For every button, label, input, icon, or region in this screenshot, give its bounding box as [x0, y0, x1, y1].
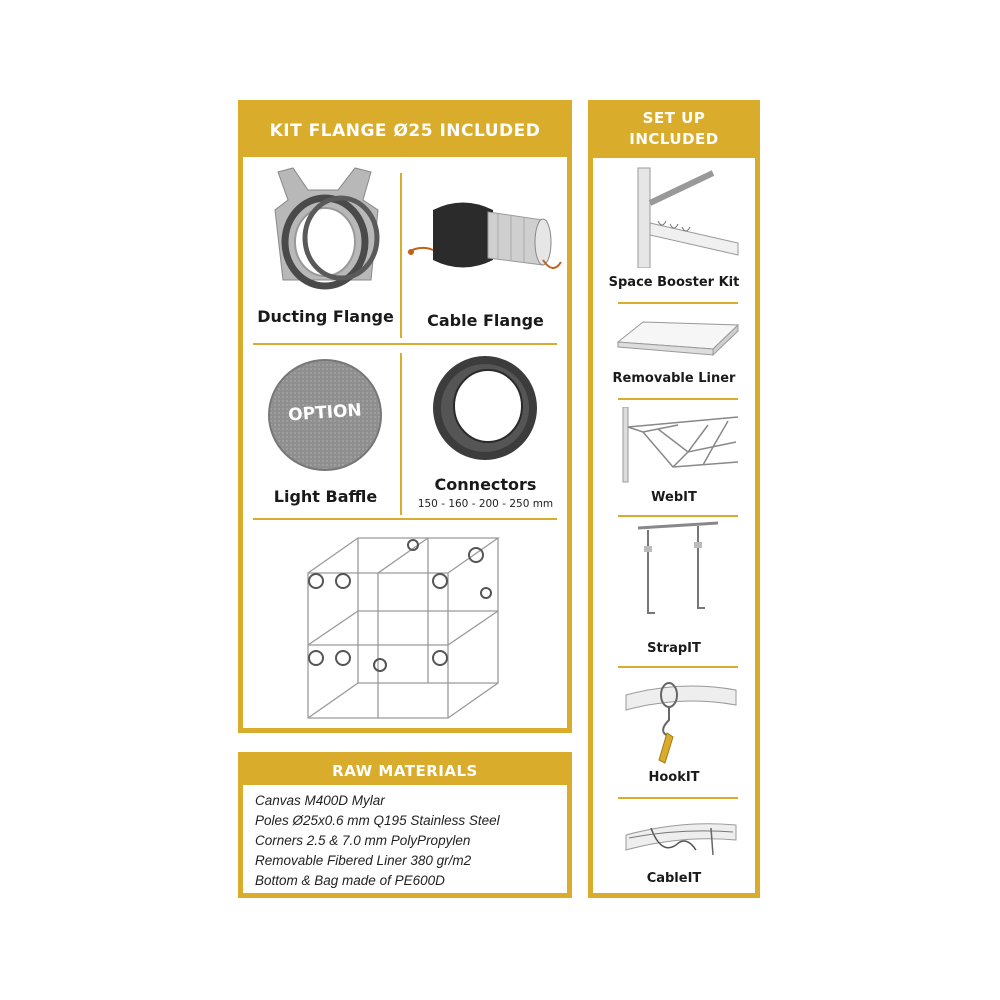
- material-line: Bottom & Bag made of PE600D: [255, 873, 445, 888]
- liner-tray-icon: [613, 317, 743, 362]
- setup-divider-1: [618, 302, 738, 304]
- cable-flange-label: Cable Flange: [427, 311, 544, 330]
- webit-label: WebIT: [651, 490, 697, 505]
- pole-joint-icon: [618, 163, 748, 268]
- setup-divider-2: [618, 398, 738, 400]
- kit-divider-horizontal-1: [253, 343, 557, 345]
- setup-title-line2: INCLUDED: [629, 130, 719, 148]
- material-line: Poles Ø25x0.6 mm Q195 Stainless Steel: [255, 813, 500, 828]
- kit-flange-panel: [238, 100, 572, 733]
- removable-liner-label: Removable Liner: [612, 371, 736, 386]
- option-badge: OPTION: [287, 400, 363, 426]
- cable-clip-icon: [621, 810, 741, 865]
- hookit-label: HookIT: [648, 770, 700, 785]
- ducting-flange-label: Ducting Flange: [257, 307, 394, 326]
- cableit-label: CableIT: [646, 871, 702, 886]
- raw-materials-title: RAW MATERIALS: [332, 762, 478, 780]
- grow-tent-frame-icon: [298, 533, 513, 723]
- setup-divider-3: [618, 515, 738, 517]
- raw-materials-list: [255, 791, 500, 891]
- kit-flange-header: [243, 105, 567, 157]
- kit-flange-title: KIT FLANGE Ø25 INCLUDED: [269, 121, 541, 141]
- cable-flange-icon: [403, 190, 568, 285]
- light-baffle-label: Light Baffle: [273, 487, 378, 506]
- setup-divider-4: [618, 666, 738, 668]
- kit-divider-vertical-top: [400, 173, 402, 338]
- kit-divider-horizontal-2: [253, 518, 557, 520]
- setup-divider-5: [618, 797, 738, 799]
- setup-header: [593, 105, 755, 158]
- material-line: Corners 2.5 & 7.0 mm PolyPropylen: [255, 833, 471, 848]
- strapit-label: StrapIT: [647, 641, 701, 656]
- connectors-label: Connectors: [434, 475, 537, 494]
- net-icon: [618, 407, 743, 485]
- connectors-sizes: 150 - 160 - 200 - 250 mm: [417, 498, 554, 510]
- kit-divider-vertical-bottom: [400, 353, 402, 515]
- hook-icon: [621, 675, 741, 770]
- connector-ring-icon: [428, 352, 543, 464]
- setup-title-line1: SET UP: [642, 109, 706, 127]
- raw-materials-header: [243, 757, 567, 785]
- raw-materials-panel: [238, 752, 572, 898]
- setup-panel: [588, 100, 760, 898]
- ducting-flange-icon: [263, 160, 388, 290]
- material-line: Removable Fibered Liner 380 gr/m2: [255, 853, 472, 868]
- strap-icon: [633, 518, 728, 623]
- material-line: Canvas M400D Mylar: [255, 793, 385, 808]
- space-booster-label: Space Booster Kit: [608, 275, 740, 290]
